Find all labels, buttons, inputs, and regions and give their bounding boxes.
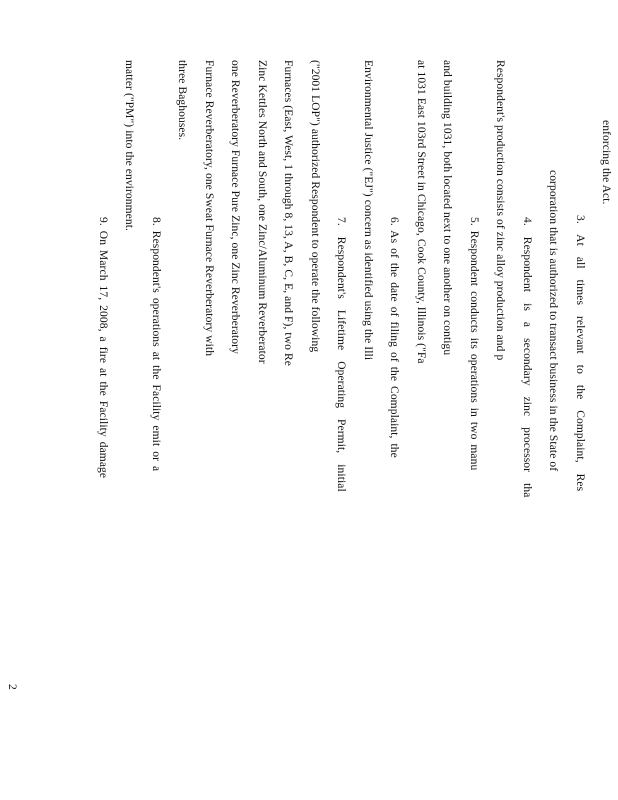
page-number: 2 bbox=[6, 684, 18, 690]
text-line: 9. On March 17, 2008, a fire at the Facility damage bbox=[97, 217, 109, 479]
text-line: ("2001 LOP") authorized Respondent to operate the following bbox=[309, 60, 321, 353]
text-line: 4. Respondent is a secondary zinc processor tha bbox=[521, 217, 533, 498]
text-line: 3. At all times relevant to the Complaint, Res bbox=[574, 215, 586, 492]
text-line: at 1031 East 103rd Street in Chicago, Cook County, Illinois ("Fa bbox=[415, 60, 427, 364]
text-line: 7. Respondent's Lifetime Operating Permit, initial bbox=[335, 217, 347, 492]
text-line: Environmental Justice ("EJ") concern as identified using the Illi bbox=[362, 60, 374, 361]
text-line: one Reverberatory Furnace Pure Zinc, one Zinc Reverberatory bbox=[229, 60, 241, 354]
text-line: Zinc Kettles North and South, one Zinc/Aluminum Reverberator bbox=[256, 60, 268, 364]
text-line: corporation that is authorized to transact business in the State of bbox=[547, 170, 559, 472]
text-line: 5. Respondent conducts its operations in two manu bbox=[468, 217, 480, 471]
text-line: and building 1031, both located next to one another on contigu bbox=[441, 60, 453, 356]
text-line: three Baghouses. bbox=[176, 60, 188, 141]
text-line: Furnace Reverberatory, one Sweat Furnace Reverberatory with bbox=[203, 60, 215, 357]
text-line: enforcing the Act. bbox=[600, 120, 612, 205]
text-line: 6. As of the date of filing of the Complaint, the bbox=[388, 217, 400, 458]
text-line: matter ("PM") into the environment. bbox=[123, 60, 135, 231]
text-line: Respondent's production consists of zinc alloy production and p bbox=[494, 60, 506, 361]
text-line: Furnaces (East, West, 1 through 8, 13, A, B, C, E, and F), two Re bbox=[282, 60, 294, 366]
text-line: 8. Respondent's operations at the Facility emit or a bbox=[150, 217, 162, 472]
